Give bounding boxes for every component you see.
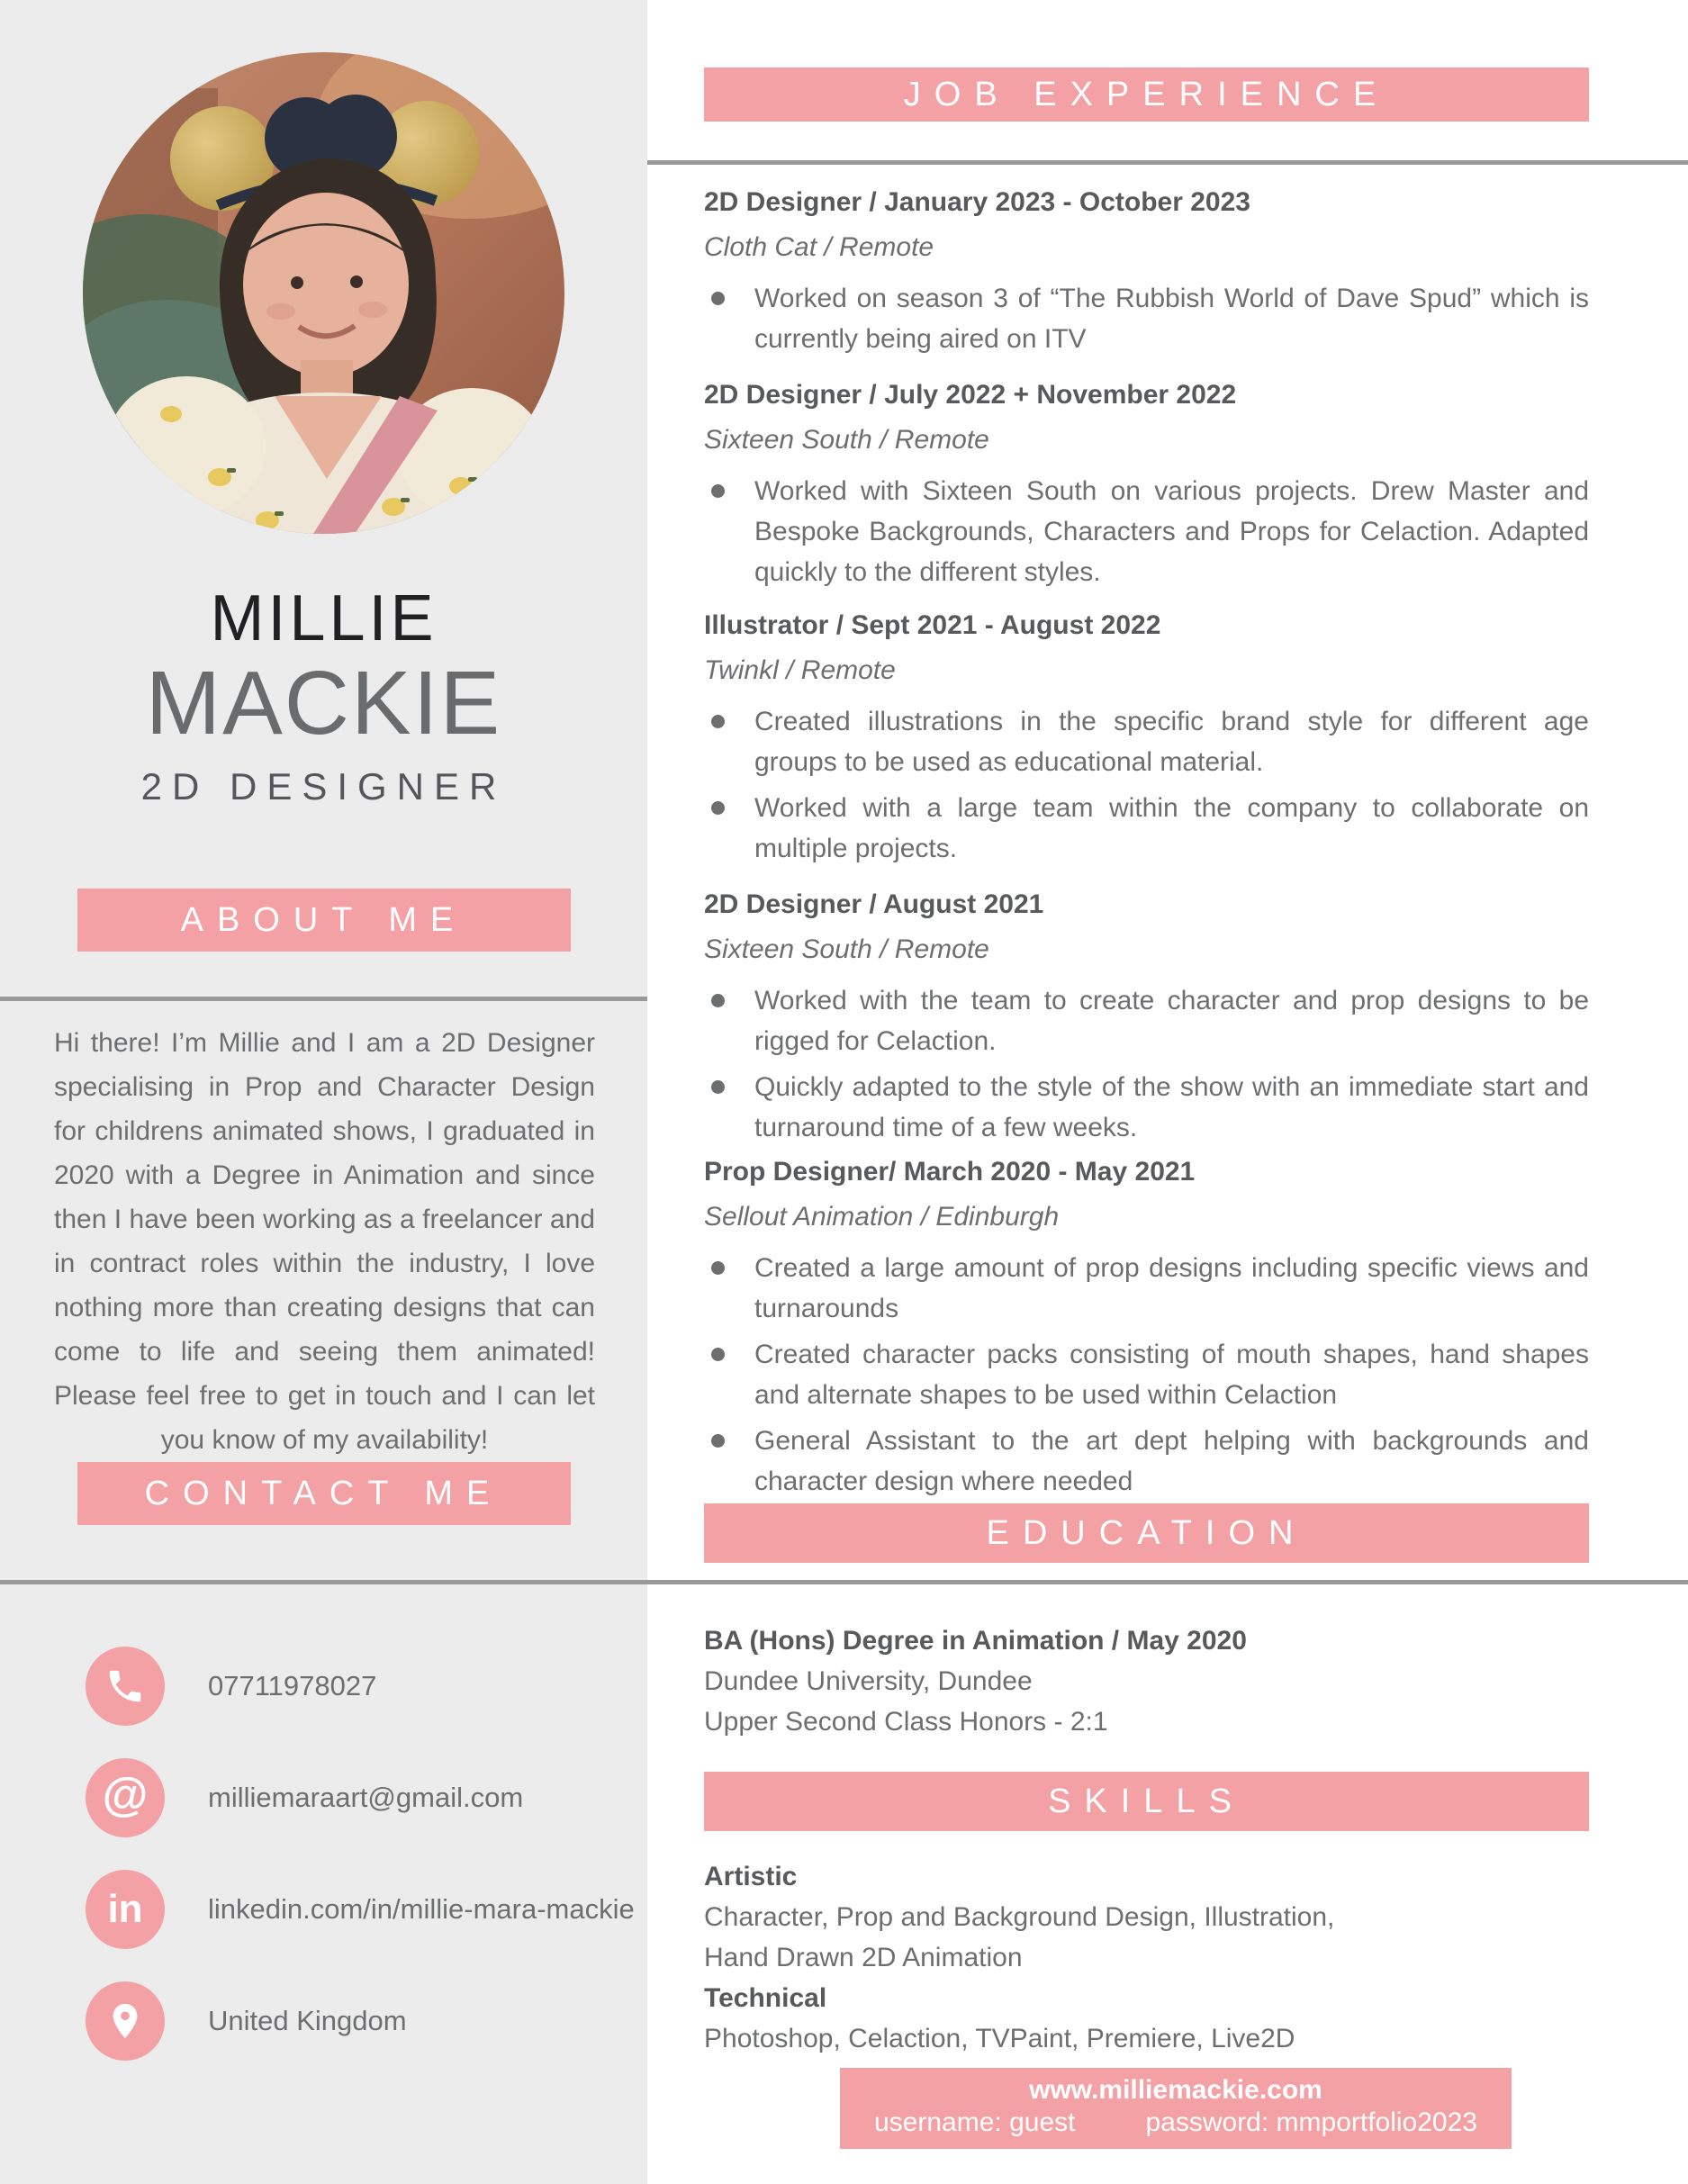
job-title: 2D Designer / July 2022 + November 2022 [704, 380, 1237, 410]
profile-photo [83, 52, 564, 534]
skills-artistic-line: Hand Drawn 2D Animation [704, 1943, 1023, 1972]
sidebar-divider [0, 997, 647, 1001]
job-title: Prop Designer/ March 2020 - May 2021 [704, 1157, 1196, 1187]
skills-technical-line: Photoshop, Celaction, TVPaint, Premiere, Live2D [704, 2024, 1295, 2053]
job-entry [704, 377, 1589, 592]
website-link[interactable]: www.milliemackie.com [1029, 2075, 1322, 2105]
job-company: Sellout Animation / Edinburgh [704, 1202, 1060, 1232]
email-address: milliemaraart@gmail.com [208, 1782, 524, 1813]
name-block [0, 582, 647, 808]
job-bullet: Created character packs consisting of mouth shapes, hand shapes and alternate shapes to be used within Celaction [704, 1334, 1589, 1415]
university: Dundee University, Dundee [704, 1666, 1033, 1696]
job-bullets [704, 1248, 1589, 1502]
degree-grade: Upper Second Class Honors - 2:1 [704, 1707, 1108, 1737]
skills-block [704, 1856, 1589, 2059]
job-entry [704, 887, 1589, 1148]
job-bullet: Worked with Sixteen South on various projects. Drew Master and Bespoke Backgrounds, Characters and Props for Celaction. Adapted quickly to the different styles. [704, 471, 1589, 592]
contact-row-linkedin[interactable] [0, 1870, 647, 1949]
contact-row-location [0, 1981, 647, 2061]
job-entry [704, 608, 1589, 869]
contact-me-banner: CONTACT ME [77, 1462, 571, 1525]
sidebar [0, 0, 647, 2184]
job-experience-banner: JOB EXPERIENCE [704, 68, 1589, 122]
job-bullets [704, 701, 1589, 869]
job-company: Sixteen South / Remote [704, 425, 989, 455]
contact-row-phone[interactable] [0, 1647, 647, 1726]
job-title: 2D Designer / August 2021 [704, 889, 1044, 919]
job-experience-divider [647, 160, 1688, 165]
job-entry [704, 1154, 1589, 1502]
job-bullet: Worked with the team to create character and prop designs to be rigged for Celaction. [704, 980, 1589, 1061]
job-bullet: Created illustrations in the specific brand style for different age groups to be used as educational material. [704, 701, 1589, 782]
job-bullets [704, 980, 1589, 1148]
about-me-banner: ABOUT ME [77, 889, 571, 952]
job-company: Twinkl / Remote [704, 655, 896, 685]
phone-number: 07711978027 [208, 1670, 377, 1701]
job-title: 2D Designer / January 2023 - October 2023 [704, 187, 1250, 217]
job-bullet: General Assistant to the art dept helping with backgrounds and character design where needed [704, 1421, 1589, 1502]
job-bullet: Created a large amount of prop designs including specific views and turnarounds [704, 1248, 1589, 1329]
job-company: Sixteen South / Remote [704, 934, 989, 964]
page-divider [0, 1580, 1688, 1584]
portfolio-password: password: mmportfolio2023 [1145, 2107, 1477, 2137]
about-text: Hi there! I’m Millie and I am a 2D Designer specialising in Prop and Character Design for childrens animated shows, I graduated in 2020 with a Degree in Animation and since then I have been working as a freelancer and in contract roles within the industry, I love nothing more than creating designs that can come to life and seeing them animated! Please feel free to get in touch and I can let you know of my availability! [54, 1028, 595, 1455]
first-name: MILLIE [210, 582, 438, 654]
skills-technical-label: Technical [704, 1983, 827, 2013]
portfolio-credentials [840, 2107, 1512, 2138]
education-block [704, 1620, 1589, 1742]
portfolio-username: username: guest [874, 2107, 1076, 2137]
contact-list [0, 1647, 647, 2061]
skills-artistic-label: Artistic [704, 1862, 798, 1891]
job-title: Illustrator / Sept 2021 - August 2022 [704, 610, 1161, 640]
location-pin-icon [86, 1981, 165, 2061]
linkedin-icon: in [86, 1870, 165, 1949]
job-bullets [704, 471, 1589, 592]
location-text: United Kingdom [208, 2005, 407, 2036]
at-icon: @ [86, 1758, 165, 1837]
contact-row-email[interactable] [0, 1758, 647, 1837]
skills-banner: SKILLS [704, 1772, 1589, 1831]
last-name: MACKIE [145, 653, 502, 754]
linkedin-url: linkedin.com/in/millie-mara-mackie [208, 1893, 635, 1925]
job-bullet: Worked on season 3 of “The Rubbish World of Dave Spud” which is currently being aired on ITV [704, 278, 1589, 359]
job-bullets [704, 278, 1589, 359]
phone-icon [86, 1647, 165, 1726]
job-company: Cloth Cat / Remote [704, 232, 934, 262]
profile-photo-illustration [83, 52, 564, 534]
skills-artistic-line: Character, Prop and Background Design, Illustration, [704, 1902, 1335, 1932]
job-bullet: Quickly adapted to the style of the show with an immediate start and turnaround time of a few weeks. [704, 1067, 1589, 1148]
job-entry [704, 185, 1589, 359]
education-banner: EDUCATION [704, 1503, 1589, 1563]
job-bullet: Worked with a large team within the company to collaborate on multiple projects. [704, 788, 1589, 869]
degree-title: BA (Hons) Degree in Animation / May 2020 [704, 1626, 1247, 1656]
portfolio-credentials-box [840, 2068, 1512, 2149]
main-column [647, 0, 1688, 2184]
job-role: 2D DESIGNER [140, 765, 507, 808]
